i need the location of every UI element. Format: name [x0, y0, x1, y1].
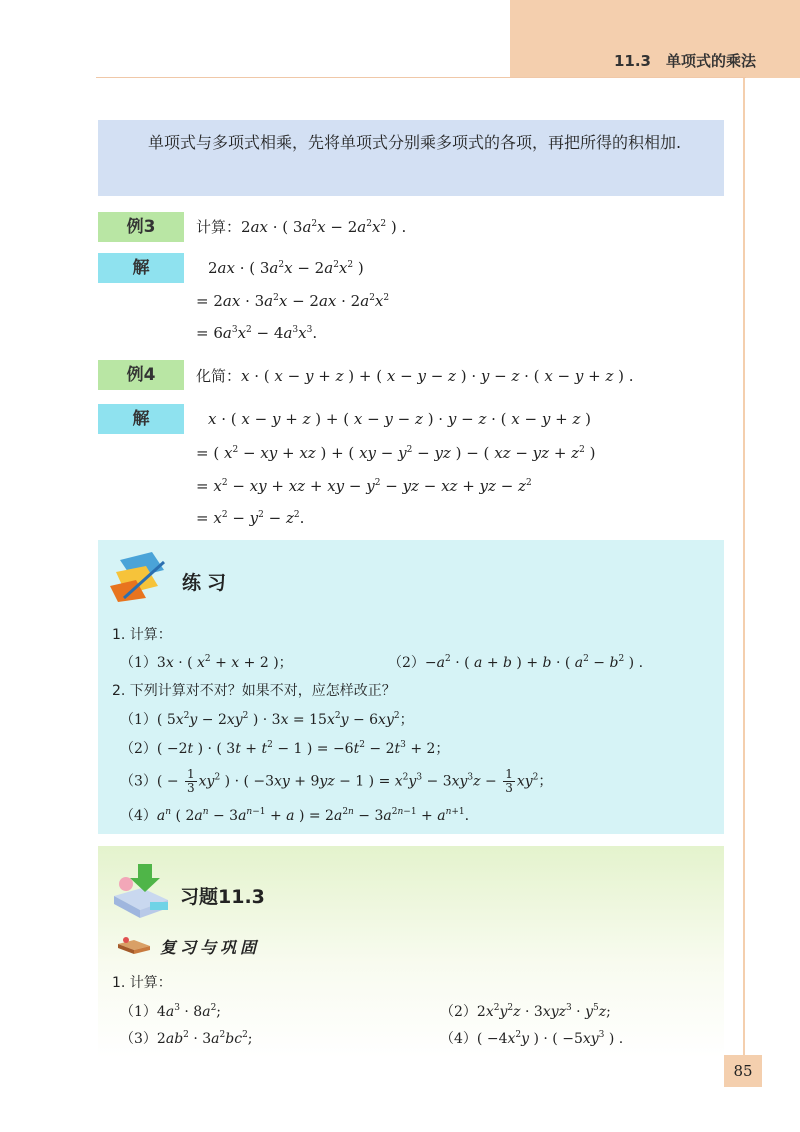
exercise-q1-2: $(2)2x^2y^2z \cdot 3xyz^3 \cdot y^5z$; [440, 1003, 611, 1020]
practice-q2-1: （1）( $5x^2y - 2xy^2$ ) · $3x = 15x^2y - 6xy^2$； [120, 711, 414, 728]
practice-q2-2: （2）( −2t ) · ( $3t + t^2 - 1$ ) = $-6t^2 - 2t^3 + 2$； [120, 740, 450, 757]
solution-4-line-3: = $x^2$ − xy + xz + xy − $y^2$ − yz − xz + yz − $z^2$ [196, 477, 532, 495]
exercise-q1-3: $(3)2ab^2 \cdot 3a^2bc^2$; [120, 1030, 253, 1047]
page-number: 85 [724, 1055, 762, 1087]
solution-4-line-4: = $x^2 - y^2 - z^2$. [196, 509, 305, 527]
review-book-icon [114, 934, 154, 956]
review-heading: 复习与巩固 [160, 938, 261, 957]
exercise-q1-1: $(1)4a^3 \cdot 8a^2$; [120, 1003, 222, 1020]
practice-q2: 2. 下列计算对不对？如果不对，应怎样改正？ [112, 683, 396, 699]
practice-q1: 1. 计算： [112, 627, 172, 643]
practice-icon [106, 548, 172, 604]
solution-3-tag: 解 [98, 253, 184, 283]
practice-q1-2: $(2)-a^2$ · ( a + b ) + b · ( $a^2 - b^2$ ) . [388, 654, 644, 671]
example-3-statement: 计算：2ax · ( $3a^2x - 2a^2x^2$ ) . [196, 218, 407, 236]
solution-4-tag: 解 [98, 404, 184, 434]
exercise-heading: 习题11.3 [180, 886, 265, 908]
side-divider [743, 78, 745, 1058]
solution-4-line-2: = ( $x^2$ − xy + xz ) + ( xy − $y^2$ − yz ) − ( xz − yz + $z^2$ ) [196, 444, 596, 462]
exercise-q1: 1. 计算： [112, 975, 172, 991]
solution-3-line-2: = $2ax \cdot 3a^2x - 2ax \cdot 2a^2x^2$ [196, 292, 390, 310]
solution-3-line-1: 2ax · ( $3a^2x - 2a^2x^2$ ) [208, 259, 364, 277]
example-4-tag: 例4 [98, 360, 184, 390]
example-3-tag: 例3 [98, 212, 184, 242]
solution-3-line-3: = $6a^3x^2 - 4a^3x^3$. [196, 324, 318, 342]
section-title: 11.3 单项式的乘法 [613, 52, 756, 70]
practice-heading: 练习 [182, 572, 233, 594]
exercise-icon [108, 858, 174, 922]
practice-q1-1: （1）3x · ( $x^2 + x + 2$ )； [120, 654, 293, 671]
solution-4-line-1: x · ( x − y + z ) + ( x − y − z ) · y − z · ( x − y + z ) [208, 410, 591, 428]
practice-q2-3: （3）( − $\frac{1}{3}$ $xy^2$ ) · ( −3xy + 9yz − 1 ) = $x^2y^3 - 3xy^3z$ − $\frac{1}{3}$ $xy^2$； [120, 767, 553, 795]
rule-text: 单项式与多项式相乘，先将单项式分别乘多项式的各项，再把所得的积相加. [148, 133, 682, 152]
practice-q2-4: $(4)a^n$ ( $2a^n - 3a^{n-1} + a$ ) = $2a^{2n} - 3a^{2n-1} + a^{n+1}$. [120, 807, 470, 824]
header-divider [96, 77, 746, 78]
exercise-q1-4: $(4)( -4x^2y$ ) · ( $-5xy^3$ ) . [440, 1030, 624, 1047]
example-4-statement: 化简：x · ( x − y + z ) + ( x − y − z ) · y − z · ( x − y + z ) . [196, 367, 634, 385]
